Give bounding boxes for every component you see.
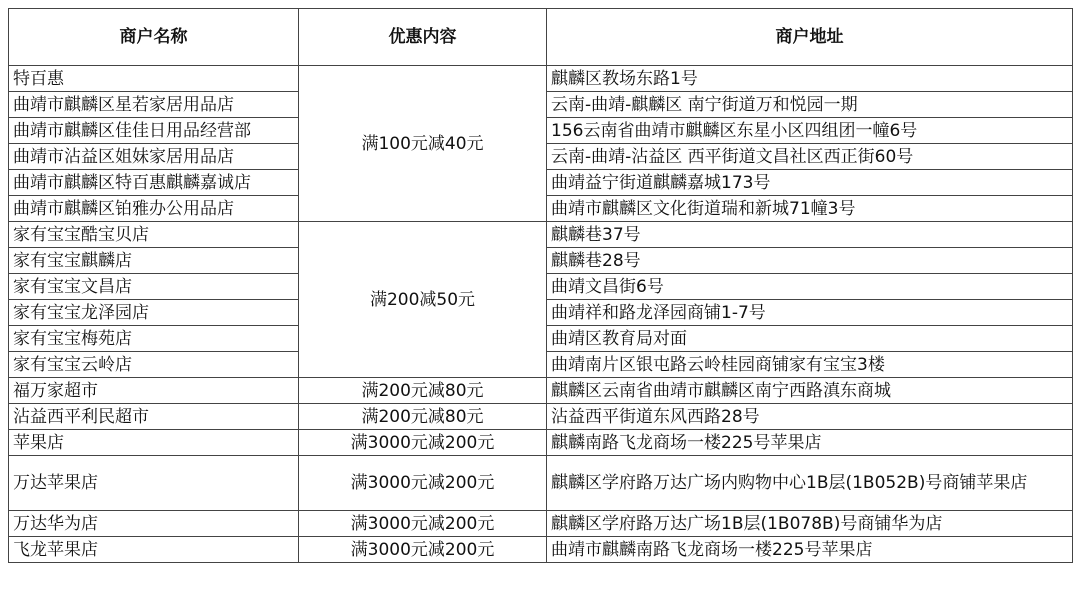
merchant-address-cell: 曲靖南片区银屯路云岭桂园商铺家有宝宝3楼 xyxy=(547,352,1073,378)
merchant-address-cell: 沾益西平街道东风西路28号 xyxy=(547,404,1073,430)
offer-cell: 满3000元减200元 xyxy=(299,430,547,456)
merchant-address-cell: 曲靖市麒麟区文化街道瑞和新城71幢3号 xyxy=(547,196,1073,222)
merchant-address-cell: 156云南省曲靖市麒麟区东星小区四组团一幢6号 xyxy=(547,118,1073,144)
merchant-address-cell: 曲靖文昌街6号 xyxy=(547,274,1073,300)
merchant-name-cell: 苹果店 xyxy=(9,430,299,456)
merchant-name-cell: 家有宝宝云岭店 xyxy=(9,352,299,378)
header-offer: 优惠内容 xyxy=(299,9,547,66)
merchant-address-cell: 麒麟巷28号 xyxy=(547,248,1073,274)
merchant-name-cell: 家有宝宝龙泽园店 xyxy=(9,300,299,326)
offer-cell: 满200元减80元 xyxy=(299,378,547,404)
merchant-address-cell: 麒麟区学府路万达广场内购物中心1B层(1B052B)号商铺苹果店 xyxy=(547,456,1073,511)
header-row xyxy=(9,9,1073,66)
merchant-name-cell: 特百惠 xyxy=(9,66,299,92)
table-row xyxy=(9,66,1073,92)
merchant-address-cell: 麒麟南路飞龙商场一楼225号苹果店 xyxy=(547,430,1073,456)
merchant-address-cell: 麒麟区学府路万达广场1B层(1B078B)号商铺华为店 xyxy=(547,511,1073,537)
offer-cell: 满100元减40元 xyxy=(299,66,547,222)
merchant-name-cell: 万达华为店 xyxy=(9,511,299,537)
table-row xyxy=(9,378,1073,404)
offer-cell: 满200元减80元 xyxy=(299,404,547,430)
merchant-name-cell: 飞龙苹果店 xyxy=(9,537,299,563)
offer-cell: 满3000元减200元 xyxy=(299,511,547,537)
table-row xyxy=(9,511,1073,537)
merchant-name-cell: 家有宝宝麒麟店 xyxy=(9,248,299,274)
table-row xyxy=(9,222,1073,248)
merchant-name-cell: 家有宝宝酷宝贝店 xyxy=(9,222,299,248)
offer-cell: 满3000元减200元 xyxy=(299,537,547,563)
merchant-name-cell: 曲靖市麒麟区铂雅办公用品店 xyxy=(9,196,299,222)
merchant-name-cell: 福万家超市 xyxy=(9,378,299,404)
table-row xyxy=(9,537,1073,563)
merchant-name-cell: 家有宝宝文昌店 xyxy=(9,274,299,300)
merchant-address-cell: 麒麟区教场东路1号 xyxy=(547,66,1073,92)
merchant-address-cell: 曲靖益宁街道麒麟嘉城173号 xyxy=(547,170,1073,196)
table-row xyxy=(9,456,1073,511)
merchant-address-cell: 曲靖祥和路龙泽园商铺1-7号 xyxy=(547,300,1073,326)
merchant-table xyxy=(8,8,1073,563)
table-row xyxy=(9,404,1073,430)
table-row xyxy=(9,430,1073,456)
table-body xyxy=(9,66,1073,563)
merchant-name-cell: 曲靖市麒麟区佳佳日用品经营部 xyxy=(9,118,299,144)
merchant-name-cell: 曲靖市麒麟区特百惠麒麟嘉诚店 xyxy=(9,170,299,196)
merchant-name-cell: 万达苹果店 xyxy=(9,456,299,511)
merchant-address-cell: 麒麟巷37号 xyxy=(547,222,1073,248)
offer-cell: 满200减50元 xyxy=(299,222,547,378)
merchant-address-cell: 云南-曲靖-麒麟区 南宁街道万和悦园一期 xyxy=(547,92,1073,118)
merchant-name-cell: 曲靖市沾益区姐妹家居用品店 xyxy=(9,144,299,170)
header-address: 商户地址 xyxy=(547,9,1073,66)
merchant-address-cell: 曲靖市麒麟南路飞龙商场一楼225号苹果店 xyxy=(547,537,1073,563)
merchant-name-cell: 家有宝宝梅苑店 xyxy=(9,326,299,352)
header-merchant-name: 商户名称 xyxy=(9,9,299,66)
offer-cell: 满3000元减200元 xyxy=(299,456,547,511)
merchant-address-cell: 曲靖区教育局对面 xyxy=(547,326,1073,352)
merchant-name-cell: 沾益西平利民超市 xyxy=(9,404,299,430)
merchant-address-cell: 云南-曲靖-沾益区 西平街道文昌社区西正街60号 xyxy=(547,144,1073,170)
merchant-address-cell: 麒麟区云南省曲靖市麒麟区南宁西路滇东商城 xyxy=(547,378,1073,404)
merchant-name-cell: 曲靖市麒麟区星若家居用品店 xyxy=(9,92,299,118)
